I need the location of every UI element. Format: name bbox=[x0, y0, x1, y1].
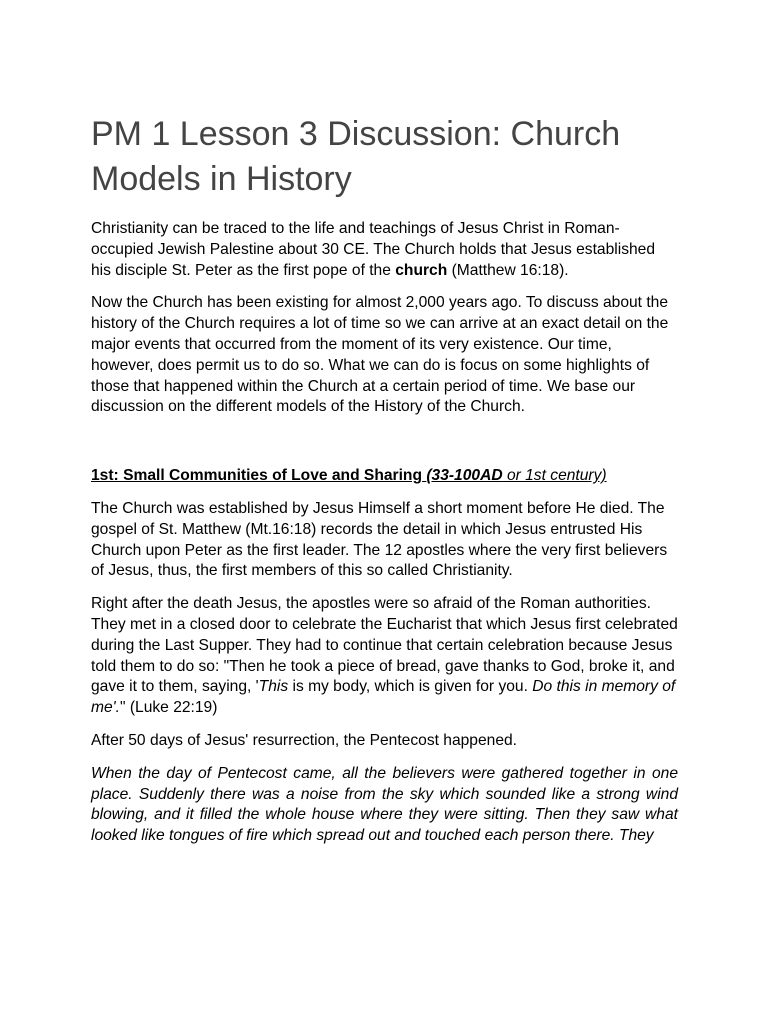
paragraph-2-text-2: is my body, which is given for you. bbox=[288, 678, 533, 696]
paragraph-2-text-1: Right after the death Jesus, the apostles were so afraid of the Roman authorities. They met in a closed door to celebrate the Eucharist that which Jesus first celebrated during the Last Supper. They had to continue that certain celebration because Jesus told them to do so: "Then he took a piece of bread, gave thanks to God, broke it, and gave it to them, saying, ' bbox=[91, 595, 678, 696]
section-1-heading-years: (33-100AD bbox=[426, 467, 503, 485]
section-1-heading bbox=[91, 466, 678, 487]
intro-paragraph bbox=[91, 219, 678, 281]
intro-text-before: Christianity can be traced to the life and teachings of Jesus Christ in Roman-occupied Jewish Palestine about 30 CE. The Church holds that Jesus established his disciple St. Peter as the first pope of the bbox=[91, 220, 656, 279]
page-title: PM 1 Lesson 3 Discussion: Church Models in History bbox=[91, 115, 621, 198]
section-1-heading-alt: or 1st century) bbox=[502, 467, 607, 485]
intro-text-after: (Matthew 16:18). bbox=[447, 261, 569, 279]
intro-bold-word: church bbox=[395, 261, 448, 279]
section-1-paragraph-3: After 50 days of Jesus' resurrection, the Pentecost happened. bbox=[91, 731, 517, 749]
section-1-heading-main: 1st: Small Communities of Love and Sharing bbox=[91, 467, 427, 485]
paragraph-2-italic-2: Do this in memory of me'. bbox=[91, 678, 676, 717]
paragraph-2-text-3: " (Luke 22:19) bbox=[119, 699, 218, 717]
history-paragraph: Now the Church has been existing for almost 2,000 years ago. To discuss about the history of the Church requires a lot of time so we can arrive at an exact detail on the major events that occurred from the moment of its very existence. Our time, however, does permit us to do so. What we can do is focus on some highlights of those that happened within the Church at a certain period of time. We base our discussion on the different models of the History of the Church. bbox=[91, 294, 669, 416]
section-1-paragraph-2 bbox=[91, 594, 678, 719]
section-1-paragraph-1: The Church was established by Jesus Himself a short moment before He died. The gospel of St. Matthew (Mt.16:18) records the detail in which Jesus entrusted His Church upon Peter as the first leader. The 12 apostles where the very first believers of Jesus, thus, the first members of this so called Christianity. bbox=[91, 499, 668, 580]
pentecost-quote: When the day of Pentecost came, all the believers were gathered together in one place. Suddenly there was a noise from the sky which sounded like a strong wind blowing, and it filled the whole house where they were sitting. Then they saw what looked like tongues of fire which spread out and touched each person there. They bbox=[91, 764, 678, 845]
paragraph-2-italic-1: This bbox=[258, 678, 289, 696]
